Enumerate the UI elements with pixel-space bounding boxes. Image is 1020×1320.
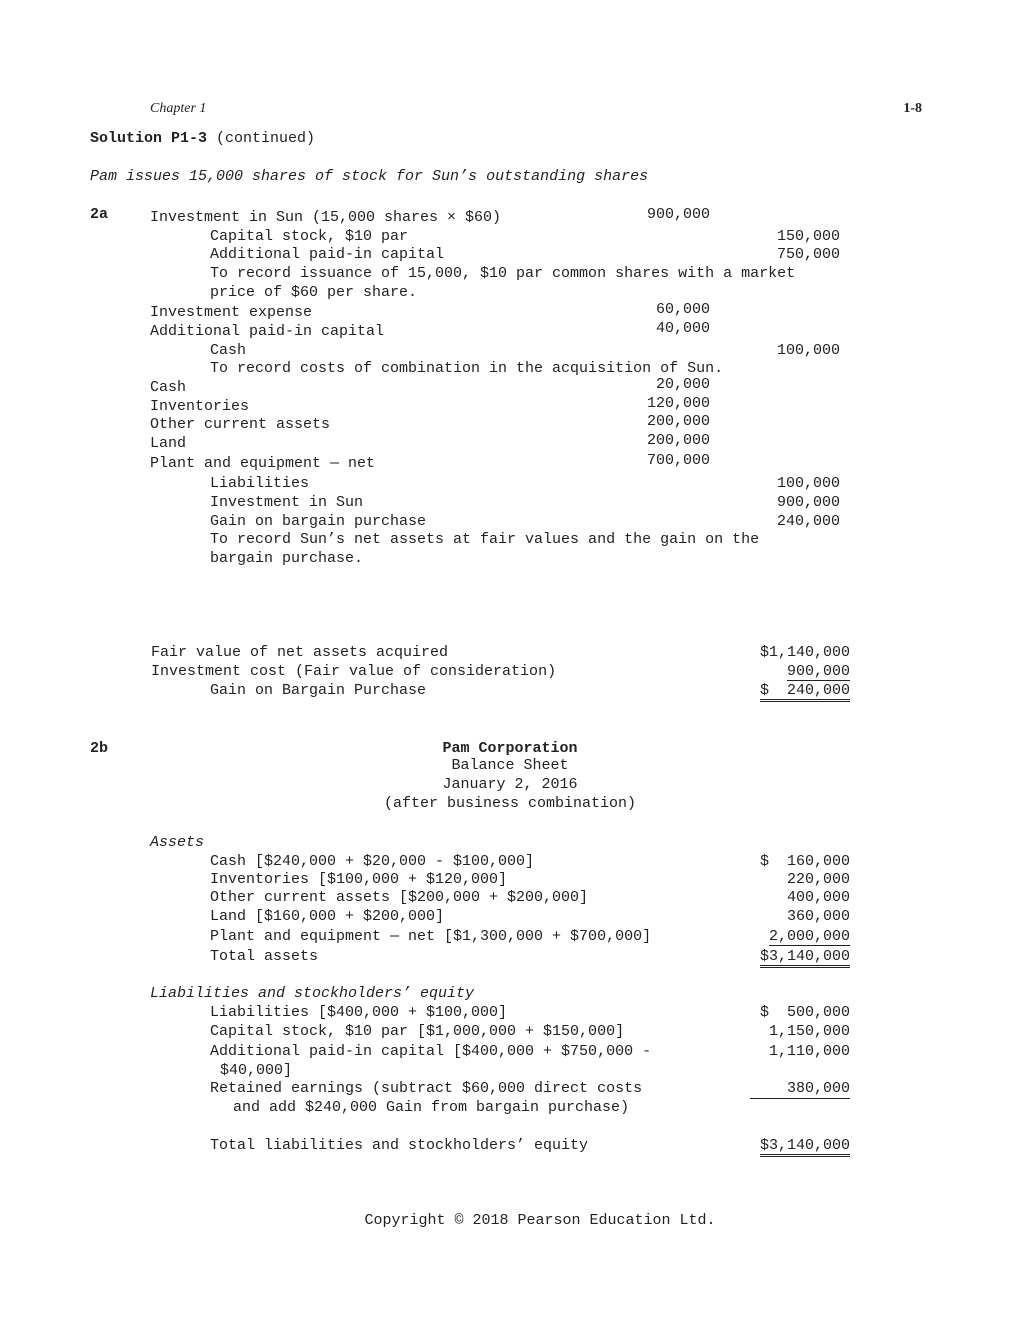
journal-credit: 240,000 bbox=[776, 513, 840, 530]
page-number-text: 1-8 bbox=[903, 101, 922, 116]
liability-value-wrap bbox=[700, 1022, 850, 1041]
liability-label-cont: $40,000] bbox=[220, 1062, 293, 1079]
journal-account: Other current assets bbox=[150, 416, 331, 433]
gain-calc-value: $1,140,000 bbox=[759, 644, 850, 661]
gain-calc-value: 900,000 bbox=[786, 663, 850, 680]
journal-memo: To record issuance of 15,000, $10 par common shares with a market bbox=[210, 265, 796, 282]
asset-value-wrap bbox=[700, 888, 850, 907]
journal-account: Liabilities bbox=[210, 475, 310, 492]
statement-title: Balance Sheet bbox=[451, 757, 569, 774]
part-2a-label: 2a bbox=[90, 206, 109, 223]
journal-account: Cash bbox=[210, 342, 247, 359]
gain-calc-value-wrap bbox=[700, 681, 850, 700]
asset-value: $ 160,000 bbox=[759, 853, 850, 870]
statement-date: January 2, 2016 bbox=[442, 776, 578, 793]
journal-credit: 900,000 bbox=[776, 494, 840, 511]
asset-value: 2,000,000 bbox=[768, 928, 850, 945]
part-2b-label: 2b bbox=[90, 740, 109, 757]
asset-label: Other current assets [$200,000 + $200,000] bbox=[210, 889, 589, 906]
liability-value: 380,000 bbox=[750, 1079, 850, 1099]
journal-account: Plant and equipment — net bbox=[150, 455, 376, 472]
liabilities-heading: Liabilities and stockholders’ equity bbox=[150, 985, 475, 1002]
journal-credit: 750,000 bbox=[776, 246, 840, 263]
journal-account: Land bbox=[150, 435, 187, 452]
liability-label: Capital stock, $10 par [$1,000,000 + $150,000] bbox=[210, 1023, 625, 1040]
journal-debit: 200,000 bbox=[646, 413, 710, 430]
journal-debit: 700,000 bbox=[646, 452, 710, 469]
asset-value-wrap bbox=[700, 927, 850, 946]
total-liabilities-equity-value: $3,140,000 bbox=[760, 1137, 850, 1157]
liability-value-wrap bbox=[700, 1079, 850, 1099]
journal-memo: To record costs of combination in the acquisition of Sun. bbox=[210, 360, 724, 377]
journal-credit: 100,000 bbox=[776, 342, 840, 359]
journal-account: Investment in Sun bbox=[210, 494, 364, 511]
journal-credit: 100,000 bbox=[776, 475, 840, 492]
journal-account: Investment expense bbox=[150, 304, 313, 321]
journal-memo: To record Sun’s net assets at fair values and the gain on the bbox=[210, 531, 760, 548]
liability-label: Liabilities [$400,000 + $100,000] bbox=[210, 1004, 508, 1021]
page-number bbox=[880, 99, 922, 118]
journal-account: Additional paid-in capital bbox=[150, 323, 385, 340]
asset-value-wrap bbox=[700, 852, 850, 871]
asset-label: Total assets bbox=[210, 948, 319, 965]
asset-label: Cash [$240,000 + $20,000 - $100,000] bbox=[210, 853, 535, 870]
chapter-label: Chapter 1 bbox=[150, 101, 207, 116]
journal-account: Gain on bargain purchase bbox=[210, 513, 427, 530]
journal-memo: bargain purchase. bbox=[210, 550, 364, 567]
solution-heading bbox=[90, 129, 315, 148]
journal-account: Additional paid-in capital bbox=[210, 246, 445, 263]
journal-debit: 40,000 bbox=[655, 320, 710, 337]
liability-value: $ 500,000 bbox=[759, 1004, 850, 1021]
journal-debit: 120,000 bbox=[646, 395, 710, 412]
asset-label: Land [$160,000 + $200,000] bbox=[210, 908, 445, 925]
gain-calc-value-wrap bbox=[700, 662, 850, 681]
liability-value: 1,110,000 bbox=[768, 1043, 850, 1060]
copyright-footer: Copyright © 2018 Pearson Education Ltd. bbox=[364, 1212, 716, 1229]
solution-title: Solution P1-3 bbox=[90, 130, 208, 147]
company-name: Pam Corporation bbox=[442, 740, 578, 757]
asset-value-wrap bbox=[700, 870, 850, 889]
liability-value-wrap bbox=[700, 1003, 850, 1022]
liability-label: Additional paid-in capital [$400,000 + $750,000 - bbox=[210, 1043, 652, 1060]
asset-value: 220,000 bbox=[786, 871, 850, 888]
total-liabilities-equity-label: Total liabilities and stockholders’ equity bbox=[210, 1137, 589, 1154]
gain-calc-label: Gain on Bargain Purchase bbox=[210, 682, 427, 699]
assets-heading: Assets bbox=[150, 834, 205, 851]
liability-value: 1,150,000 bbox=[768, 1023, 850, 1040]
journal-memo: price of $60 per share. bbox=[210, 284, 418, 301]
asset-value-wrap bbox=[700, 907, 850, 926]
asset-value-wrap bbox=[700, 947, 850, 966]
journal-debit: 900,000 bbox=[646, 206, 710, 223]
asset-label: Inventories [$100,000 + $120,000] bbox=[210, 871, 508, 888]
liability-label: Retained earnings (subtract $60,000 direct costs bbox=[210, 1080, 643, 1097]
journal-account: Cash bbox=[150, 379, 187, 396]
gain-calc-label: Fair value of net assets acquired bbox=[151, 644, 449, 661]
asset-label: Plant and equipment — net [$1,300,000 + $700,000] bbox=[210, 928, 652, 945]
journal-debit: 20,000 bbox=[655, 376, 710, 393]
journal-debit: 60,000 bbox=[655, 301, 710, 318]
gain-calc-value: $ 240,000 bbox=[760, 682, 850, 702]
asset-value: $3,140,000 bbox=[760, 948, 850, 968]
journal-debit: 200,000 bbox=[646, 432, 710, 449]
intro-text: Pam issues 15,000 shares of stock for Sun’s outstanding shares bbox=[90, 168, 649, 185]
gain-calc-label: Investment cost (Fair value of consideration) bbox=[151, 663, 557, 680]
liability-label-cont: and add $240,000 Gain from bargain purchase) bbox=[233, 1099, 630, 1116]
journal-account: Investment in Sun (15,000 shares × $60) bbox=[150, 209, 502, 226]
journal-account: Capital stock, $10 par bbox=[210, 228, 409, 245]
liability-value-wrap bbox=[700, 1042, 850, 1061]
journal-credit: 150,000 bbox=[776, 228, 840, 245]
journal-account: Inventories bbox=[150, 398, 250, 415]
asset-value: 360,000 bbox=[786, 908, 850, 925]
asset-value: 400,000 bbox=[786, 889, 850, 906]
total-liabilities-equity-value-wrap bbox=[700, 1136, 850, 1155]
gain-calc-value-wrap bbox=[700, 643, 850, 662]
statement-note: (after business combination) bbox=[383, 795, 637, 812]
solution-continued: (continued) bbox=[216, 130, 316, 147]
